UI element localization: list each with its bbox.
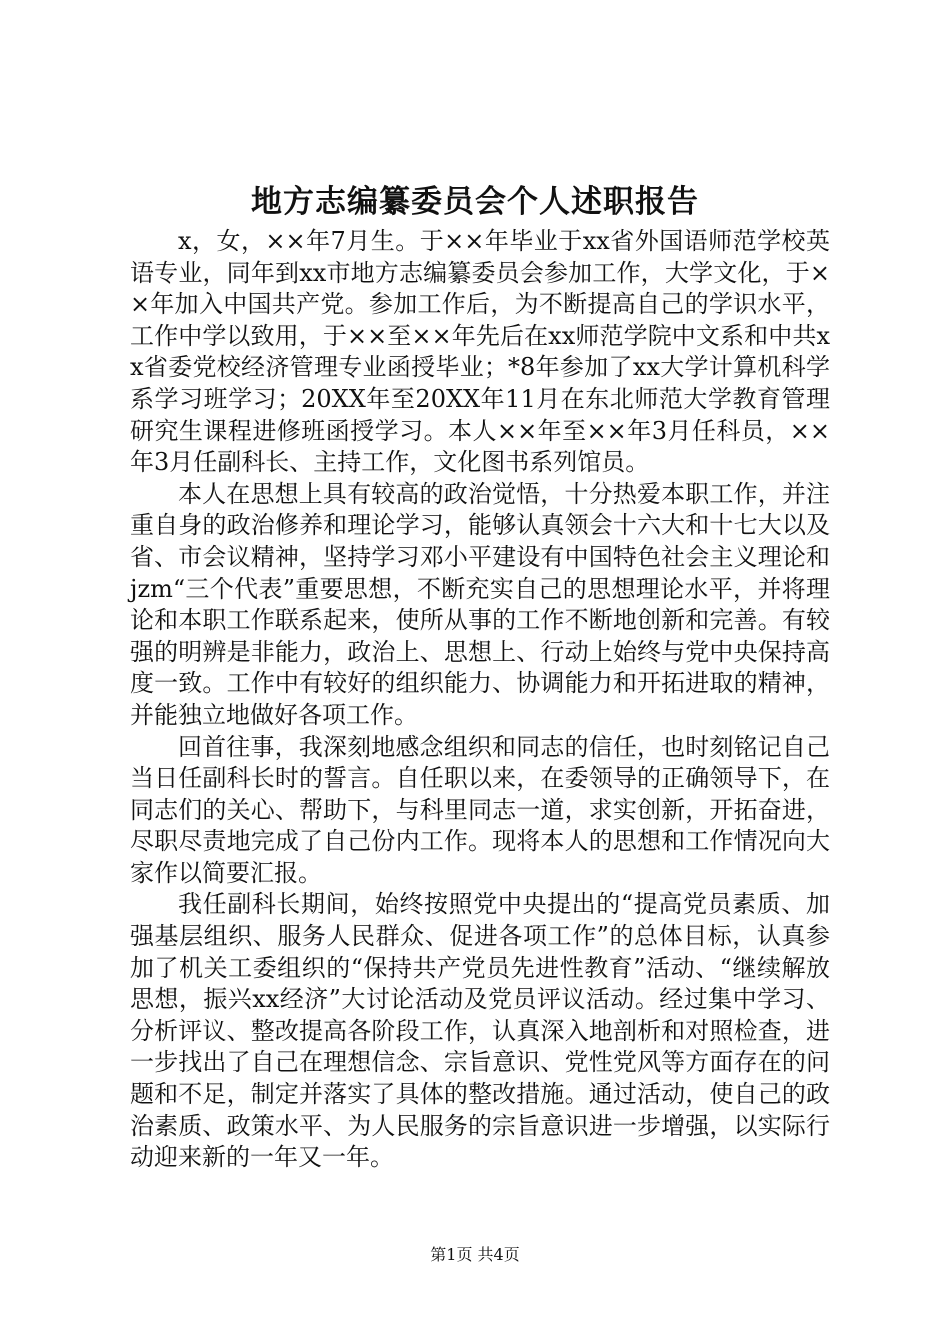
- paragraph-personal-background: x，女，××年7月生。于××年毕业于xx省外国语师范学校英语专业，同年到xx市地方志编纂委员会参加工作，大学文化，于××年加入中国共产党。参加工作后，为不断提高自己的学识水平，工作中学以致用，于××至××年先后在xx师范学院中文系和中共xx省委党校经济管理专业函授毕业；*8年参加了xx大学计算机科学系学习班学习；20XX年至20XX年11月在东北师范大学教育管理研究生课程进修班函授学习。本人××年至××年3月任科员，××年3月任副科长、主持工作，文化图书系列馆员。: [130, 227, 830, 477]
- document-title: 地方志编纂委员会个人述职报告: [251, 184, 699, 220]
- paragraph-reflection: 回首往事，我深刻地感念组织和同志的信任，也时刻铭记自己当日任副科长时的誓言。自任职以来，在委领导的正确领导下，在同志们的关心、帮助下，与科里同志一道，求实创新，开拓奋进，尽职尽责地完成了自己份内工作。现将本人的思想和工作情况向大家作以简要汇报。: [130, 732, 830, 887]
- page-indicator: 第1页 共4页: [430, 1245, 520, 1264]
- paragraph-political-thought: 本人在思想上具有较高的政治觉悟，十分热爱本职工作，并注重自身的政治修养和理论学习，能够认真领会十六大和十七大以及省、市会议精神，坚持学习邓小平建设有中国特色社会主义理论和jzm“三个代表”重要思想，不断充实自己的思想理论水平，并将理论和本职工作联系起来，使所从事的工作不断地创新和完善。有较强的明辨是非能力，政治上、思想上、行动上始终与党中央保持高度一致。工作中有较好的组织能力、协调能力和开拓进取的精神，并能独立地做好各项工作。: [130, 479, 830, 729]
- document-body: [130, 226, 830, 1174]
- paragraph-work-activities: 我任副科长期间，始终按照党中央提出的“提高党员素质、加强基层组织、服务人民群众、促进各项工作”的总体目标，认真参加了机关工委组织的“保持共产党员先进性教育”活动、“继续解放思想，振兴xx经济”大讨论活动及党员评议活动。经过集中学习、分析评议、整改提高各阶段工作，认真深入地剖析和对照检查，进一步找出了自己在理想信念、宗旨意识、党性党风等方面存在的问题和不足，制定并落实了具体的整改措施。通过活动，使自己的政治素质、政策水平、为人民服务的宗旨意识进一步增强，以实际行动迎来新的一年又一年。: [130, 890, 830, 1172]
